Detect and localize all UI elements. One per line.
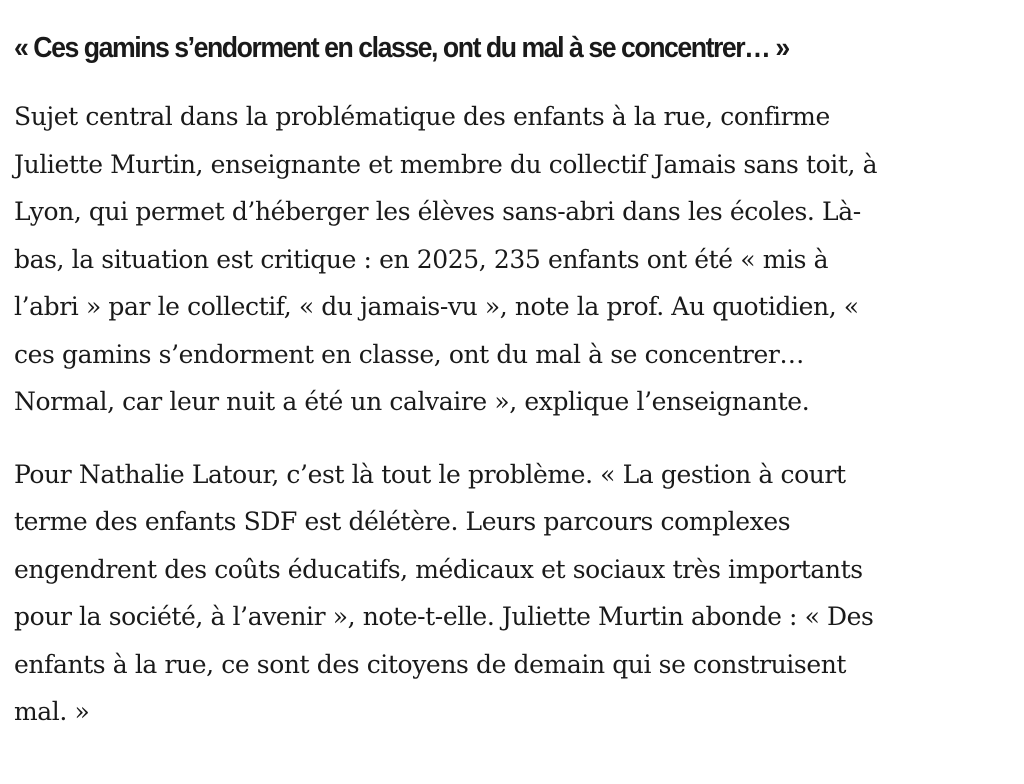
paragraph-line: bas, la situation est critique : en 2025, 235 enfants ont été « mis à [14,244,829,274]
paragraph-line: ces gamins s’endorment en classe, ont du mal à se concentrer… [14,339,804,369]
paragraph-line: mal. » [14,697,90,726]
paragraph-line: Lyon, qui permet d’héberger les élèves sans-abri dans les écoles. Là- [14,197,861,226]
section-heading: « Ces gamins s’endorment en classe, ont du mal à se concentrer… » [14,32,789,64]
paragraph-line: engendrent des coûts éducatifs, médicaux et sociaux très importants [14,554,863,584]
paragraph-line: Pour Nathalie Latour, c’est là tout le problème. « La gestion à court [14,459,846,489]
paragraph-line: terme des enfants SDF est délétère. Leurs parcours complexes [14,507,791,536]
paragraph-line: Normal, car leur nuit a été un calvaire », explique l’enseignante. [14,387,810,416]
paragraph-line: l’abri » par le collectif, « du jamais-vu », note la prof. Au quotidien, « [14,292,859,321]
paragraph-2 [14,451,1014,736]
paragraph-line: Juliette Murtin, enseignante et membre du collectif Jamais sans toit, à [14,149,878,179]
paragraph-line: pour la société, à l’avenir », note-t-elle. Juliette Murtin abonde : « Des [14,602,874,631]
paragraph-line: enfants à la rue, ce sont des citoyens de demain qui se construisent [14,649,847,679]
paragraph-line: Sujet central dans la problématique des enfants à la rue, confirme [14,102,830,131]
article-body [14,0,1014,736]
paragraph-1 [14,93,1014,426]
